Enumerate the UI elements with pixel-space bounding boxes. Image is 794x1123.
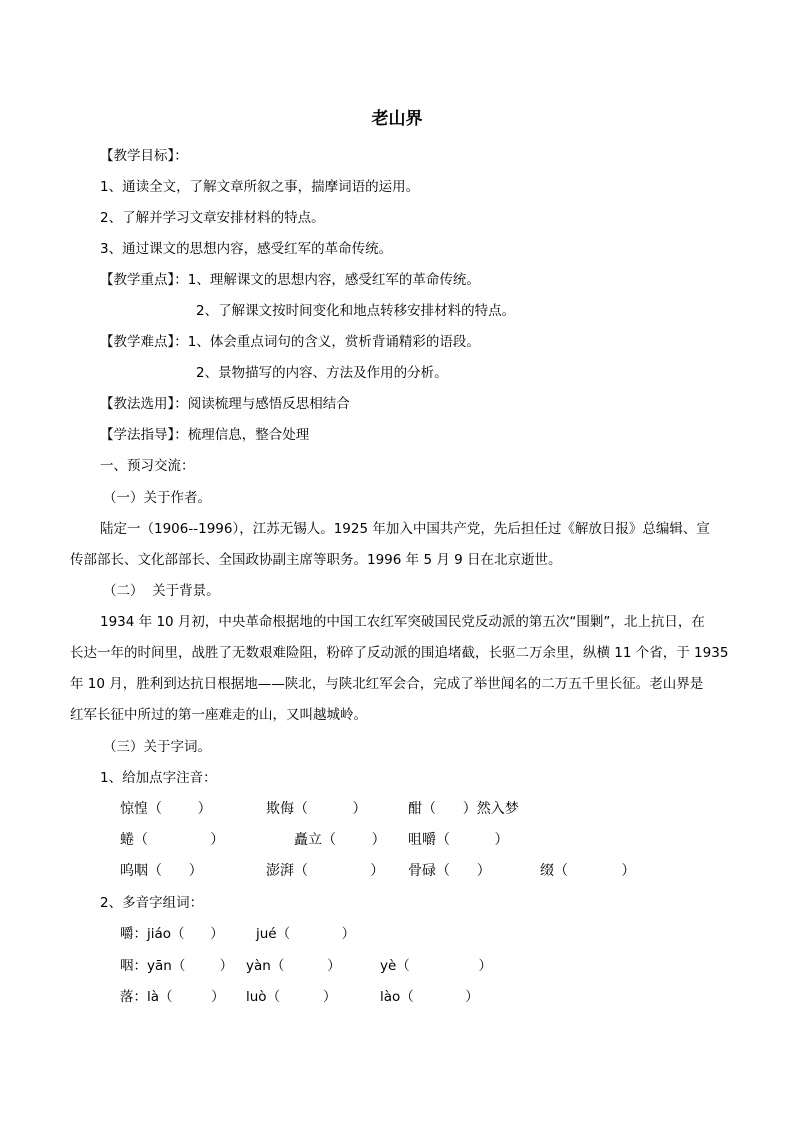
polyphone-item: 落：là（ ） xyxy=(120,989,225,1005)
page-title: 老山界 xyxy=(371,109,423,129)
phonetic-item: 呜咽（ ） xyxy=(120,863,203,879)
key-points-line: 2、了解课文按时间变化和地点转移安排材料的特点。 xyxy=(196,303,516,319)
background-paragraph-line: 红军长征中所过的第一座难走的山，又叫越城岭。 xyxy=(70,707,367,723)
phonetic-item: 蜷（ ） xyxy=(120,832,225,848)
phonetic-item: 咀嚼（ ） xyxy=(408,832,509,848)
difficulties-line: 2、景物描写的内容、方法及作用的分析。 xyxy=(196,365,448,381)
polyphone-item: jué（ ） xyxy=(256,926,356,942)
polyphone-item: luò（ ） xyxy=(246,989,337,1005)
objective-item: 2、了解并学习文章安排材料的特点。 xyxy=(100,210,325,226)
phonetic-item: 惊惶（ ） xyxy=(120,801,212,817)
background-paragraph-line: 年 10 月，胜利到达抗日根据地——陕北，与陕北红军会合，完成了举世闻名的二万五千里长征。老山界是 xyxy=(70,676,704,692)
study-guidance: 【学法指导】：梳理信息，整合处理 xyxy=(100,427,310,443)
teaching-method: 【教法选用】：阅读梳理与感悟反思相结合 xyxy=(100,396,350,412)
author-paragraph-line: 陆定一（1906--1996），江苏无锡人。1925 年加入中国共产党，先后担任过《解放日报》总编辑、宣 xyxy=(100,521,710,537)
question-heading: 2、多音字组词： xyxy=(100,895,204,911)
phonetic-item: 酣（ ）然入梦 xyxy=(408,801,519,817)
polyphone-item: yè（ ） xyxy=(380,958,492,974)
polyphone-item: 咽：yān（ ） xyxy=(120,958,234,974)
background-heading: （二） 关于背景。 xyxy=(103,583,220,599)
question-heading: 1、给加点字注音： xyxy=(100,770,217,786)
polyphone-item: lào（ ） xyxy=(380,989,479,1005)
objective-item: 1、通读全文，了解文章所叙之事，揣摩词语的运用。 xyxy=(100,179,420,195)
phonetic-item: 矗立（ ） xyxy=(294,832,386,848)
polyphone-item: 嚼：jiáo（ ） xyxy=(120,926,224,942)
difficulties-line: 【教学难点】：1、体会重点词句的含义，赏析背诵精彩的语段。 xyxy=(100,334,480,350)
phonetic-item: 欺侮（ ） xyxy=(266,801,367,817)
objective-item: 3、通过课文的思想内容，感受红军的革命传统。 xyxy=(100,241,393,257)
phonetic-item: 澎湃（ ） xyxy=(266,863,385,879)
objectives-heading: 【教学目标】： xyxy=(100,148,188,164)
polyphone-item: yàn（ ） xyxy=(246,958,341,974)
words-heading: （三）关于字词。 xyxy=(103,739,211,755)
background-paragraph-line: 1934 年 10 月初，中央革命根据地的中国工农红军突破国民党反动派的第五次“围剿”，北上抗日，在 xyxy=(100,614,705,630)
author-paragraph-line: 传部部长、文化部部长、全国政协副主席等职务。1996 年 5 月 9 日在北京逝世。 xyxy=(70,552,562,568)
section-heading: 一、预习交流： xyxy=(100,458,195,474)
key-points-line: 【教学重点】：1、理解课文的思想内容，感受红军的革命传统。 xyxy=(100,272,480,288)
author-heading: （一）关于作者。 xyxy=(103,490,211,506)
phonetic-item: 缀（ ） xyxy=(540,863,636,879)
background-paragraph-line: 长达一年的时间里，战胜了无数艰难险阻，粉碎了反动派的围追堵截，长驱二万余里，纵横 11 个省，于 1935 xyxy=(70,645,729,661)
phonetic-item: 骨碌（ ） xyxy=(408,863,491,879)
